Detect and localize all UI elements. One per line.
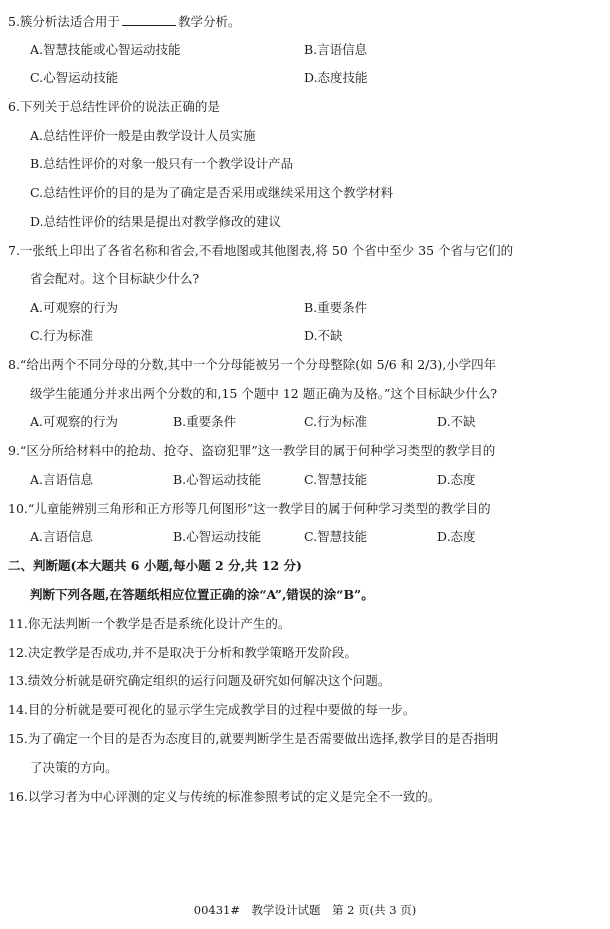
q8-stem-line1: 8.“给出两个不同分母的分数,其中一个分母能被另一个分母整除(如 5/6 和 2/3),小学四年 (8, 357, 497, 372)
judge-item-11: 11.你无法判断一个教学是否是系统化设计产生的。 (8, 616, 291, 631)
q10-option-b: B.心智运动技能 (173, 529, 262, 544)
q8-option-c: C.行为标准 (304, 414, 368, 429)
q8-option-d: D.不缺 (437, 414, 476, 429)
q8-stem-line2: 级学生能通分并求出两个分数的和,15 个题中 12 题正确为及格。”这个目标缺少什么? (30, 386, 498, 401)
q7-option-a: A.可观察的行为 (30, 300, 119, 315)
page-footer: 00431# 教学设计试题 第 2 页(共 3 页) (193, 903, 417, 917)
q10-option-d: D.态度 (437, 529, 476, 544)
judge-item-12: 12.决定教学是否成功,并不是取决于分析和教学策略开发阶段。 (8, 645, 357, 660)
q9-option-a: A.言语信息 (30, 472, 94, 487)
q5-stem: 5.簇分析法适合用于 教学分析。 (8, 14, 241, 29)
judge-item-14: 14.目的分析就是要可视化的显示学生完成教学目的过程中要做的每一步。 (8, 702, 416, 717)
q6-option-b: B.总结性评价的对象一般只有一个教学设计产品 (30, 156, 294, 171)
section-title: 二、判断题(本大题共 6 小题,每小题 2 分,共 12 分) (8, 558, 302, 573)
q8-option-a: A.可观察的行为 (30, 414, 119, 429)
q5-option-b: B.言语信息 (304, 42, 368, 57)
q6-option-c: C.总结性评价的目的是为了确定是否采用或继续采用这个教学材料 (30, 185, 394, 200)
q10-stem: 10.“儿童能辨别三角形和正方形等几何图形”这一教学目的属于何种学习类型的教学目的 (8, 501, 491, 516)
q9-stem: 9.“区分所给材料中的抢劫、抢夺、盗窃犯罪”这一教学目的属于何种学习类型的教学目的 (8, 443, 496, 458)
judge-item-16: 16.以学习者为中心评测的定义与传统的标准参照考试的定义是完全不一致的。 (8, 789, 441, 804)
q5-option-d: D.态度技能 (304, 70, 368, 85)
q6-option-a: A.总结性评价一般是由教学设计人员实施 (30, 128, 256, 143)
q6-stem: 6.下列关于总结性评价的说法正确的是 (8, 99, 220, 114)
judge-item-13: 13.绩效分析就是研究确定组织的运行问题及研究如何解决这个问题。 (8, 673, 391, 688)
q9-option-b: B.心智运动技能 (173, 472, 262, 487)
q6-option-d: D.总结性评价的结果是提出对教学修改的建议 (30, 214, 282, 229)
q7-stem-line1: 7.一张纸上印出了各省名称和省会,不看地图或其他图表,将 50 个省中至少 35 个省与它们的 (8, 243, 514, 258)
q7-stem-line2: 省会配对。这个目标缺少什么? (30, 271, 200, 286)
q7-option-d: D.不缺 (304, 328, 343, 343)
answer-blank (122, 14, 176, 26)
q7-option-b: B.重要条件 (304, 300, 368, 315)
q10-option-a: A.言语信息 (30, 529, 94, 544)
q9-option-d: D.态度 (437, 472, 476, 487)
q5-option-c: C.心智运动技能 (30, 70, 119, 85)
q5-option-a: A.智慧技能或心智运动技能 (30, 42, 181, 57)
section-instruction: 判断下列各题,在答题纸相应位置正确的涂“A”,错误的涂“B”。 (30, 587, 374, 602)
q8-option-b: B.重要条件 (173, 414, 237, 429)
judge-item-15: 15.为了确定一个目的是否为态度目的,就要判断学生是否需要做出选择,教学目的是否指明 (8, 731, 499, 746)
q9-option-c: C.智慧技能 (304, 472, 368, 487)
q10-option-c: C.智慧技能 (304, 529, 368, 544)
judge-item-15-cont: 了决策的方向。 (30, 760, 118, 775)
q7-option-c: C.行为标准 (30, 328, 94, 343)
